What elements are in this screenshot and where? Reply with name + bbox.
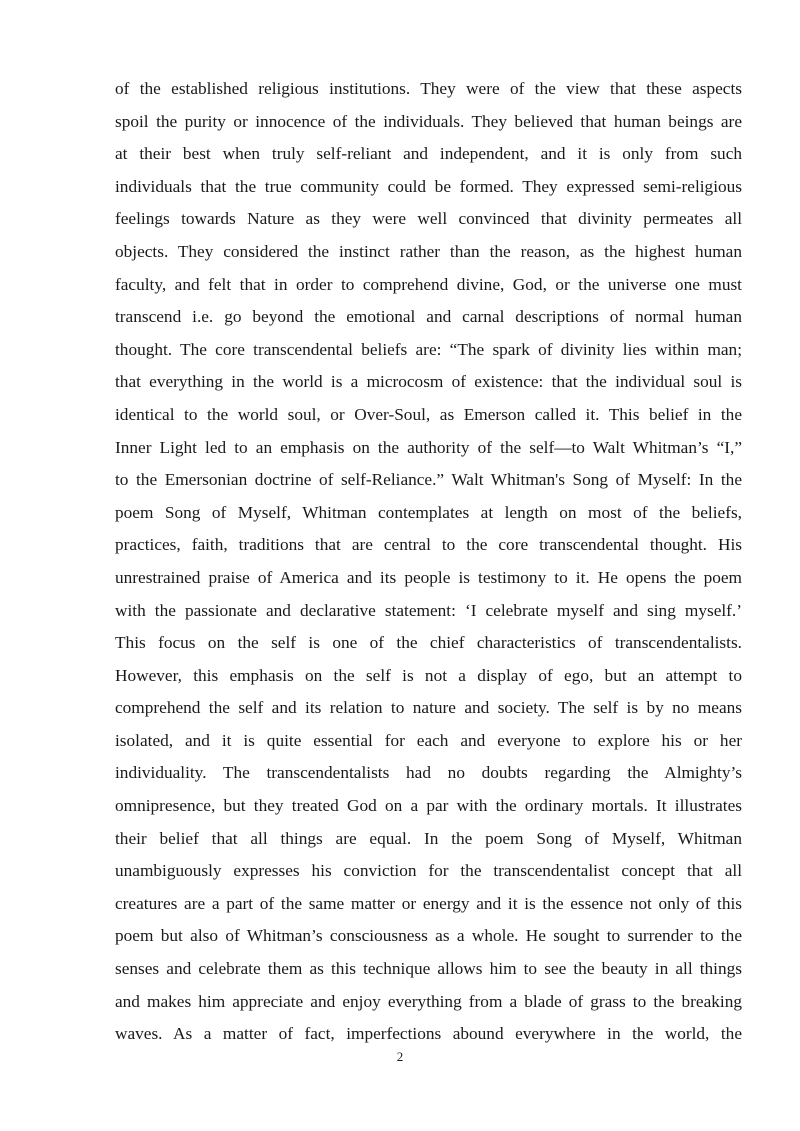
text-line: poem Song of Myself, Whitman contemplates at length on most of the beliefs, (115, 502, 742, 522)
text-line: spoil the purity or innocence of the individuals. They believed that human beings are (115, 111, 742, 131)
text-line: transcend i.e. go beyond the emotional and carnal descriptions of normal human (115, 307, 742, 327)
text-line: at their best when truly self-reliant and independent, and it is only from such (115, 144, 742, 164)
text-line: This focus on the self is one of the chief characteristics of transcendentalists. (115, 633, 742, 653)
text-line: identical to the world soul, or Over-Soul, as Emerson called it. This belief in the (115, 404, 742, 424)
text-line: with the passionate and declarative statement: ‘I celebrate myself and sing myself.’ (115, 600, 742, 620)
text-line: poem but also of Whitman’s consciousness as a whole. He sought to surrender to the (115, 926, 742, 946)
text-line: of the established religious institutions. They were of the view that these aspects (115, 79, 742, 98)
text-line: individuality. The transcendentalists had no doubts regarding the Almighty’s (115, 763, 742, 783)
body-paragraph (115, 73, 742, 1051)
text-line: to the Emersonian doctrine of self-Reliance.” Walt Whitman's Song of Myself: In the (115, 470, 742, 490)
text-line: individuals that the true community could be formed. They expressed semi-religious (115, 176, 742, 196)
text-line: objects. They considered the instinct rather than the reason, as the highest human (115, 241, 742, 261)
text-line: feelings towards Nature as they were well convinced that divinity permeates all (115, 209, 742, 229)
text-line: thought. The core transcendental beliefs are: “The spark of divinity lies within man; (115, 339, 742, 359)
text-line: Inner Light led to an emphasis on the authority of the self—to Walt Whitman’s “I,” (115, 437, 742, 457)
text-line: their belief that all things are equal. In the poem Song of Myself, Whitman (115, 828, 742, 848)
text-line: unrestrained praise of America and its people is testimony to it. He opens the poem (115, 567, 742, 587)
text-line: that everything in the world is a microcosm of existence: that the individual soul is (115, 372, 742, 392)
text-line: However, this emphasis on the self is not a display of ego, but an attempt to (115, 665, 742, 685)
text-line: faculty, and felt that in order to comprehend divine, God, or the universe one must (115, 274, 742, 294)
text-line: practices, faith, traditions that are central to the core transcendental thought. His (115, 535, 742, 555)
text-line: waves. As a matter of fact, imperfections abound everywhere in the world, the (115, 1024, 742, 1044)
text-line: comprehend the self and its relation to nature and society. The self is by no means (115, 698, 742, 718)
page-number: 2 (396, 1049, 404, 1064)
text-line: creatures are a part of the same matter or energy and it is the essence not only of this (115, 893, 742, 913)
text-line: senses and celebrate them as this technique allows him to see the beauty in all things (115, 959, 742, 979)
text-line: omnipresence, but they treated God on a par with the ordinary mortals. It illustrates (115, 796, 742, 816)
text-line: and makes him appreciate and enjoy everything from a blade of grass to the breaking (115, 991, 742, 1011)
text-line: unambiguously expresses his conviction for the transcendentalist concept that all (115, 861, 742, 881)
text-line: isolated, and it is quite essential for each and everyone to explore his or her (115, 730, 742, 750)
